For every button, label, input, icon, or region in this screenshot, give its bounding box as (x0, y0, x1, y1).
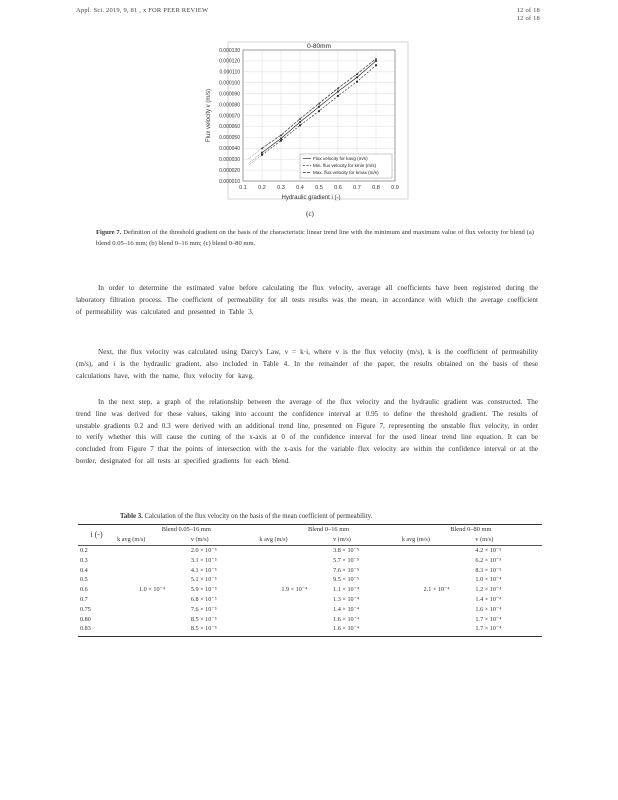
data-point (337, 90, 339, 92)
y-tick-label: 0.000050 (219, 135, 240, 142)
velocity-cell: 1.3 × 10⁻⁴ (333, 595, 360, 603)
gradient-cell: 0.80 (80, 615, 91, 623)
table-subheader-row (78, 535, 542, 545)
gradient-cell: 0.2 (80, 546, 88, 554)
y-tick-label: 0.000010 (219, 178, 240, 185)
y-tick-label: 0.000130 (219, 47, 240, 54)
data-point (375, 60, 377, 62)
peer-review-label: , x FOR PEER REVIEW (139, 7, 209, 14)
subheader: v (m/s) (190, 536, 209, 544)
group-header: Blend 0.05–16 mm (161, 526, 211, 534)
legend-entry: Flux velocity for kavg (m/s) (313, 156, 368, 161)
velocity-cell: 6.8 × 10⁻⁵ (190, 595, 217, 603)
velocity-cell: 7.6 × 10⁻⁵ (190, 605, 217, 613)
table-caption-text: Calculation of the flux velocity on the basis of the mean coefficient of permeability. (144, 513, 373, 520)
group-header: Blend 0–80 mm (450, 526, 492, 534)
kavg-cell: 1.9 × 10⁻⁴ (281, 586, 308, 594)
x-axis-label: Hydraulic gradient i (-) (281, 195, 341, 201)
kavg-cell: 1.0 × 10⁻⁴ (139, 586, 165, 594)
velocity-cell: 3.8 × 10⁻⁵ (333, 546, 360, 554)
y-tick-label: 0.000040 (219, 146, 240, 153)
table-row (78, 545, 542, 555)
page-number-line-1: 12 of 18 (516, 7, 540, 14)
y-tick-label: 0.000070 (219, 113, 240, 120)
group-header: Blend 0–16 mm (307, 526, 350, 534)
data-point (299, 121, 301, 123)
y-tick-label: 0.000020 (219, 167, 240, 174)
velocity-cell: 5.7 × 10⁻⁵ (333, 556, 360, 564)
table-caption (120, 513, 372, 520)
figure-caption (96, 228, 534, 249)
x-tick-label: 0.8 (372, 185, 380, 191)
gradient-cell: 0.4 (80, 566, 88, 574)
data-point (318, 110, 320, 112)
legend-entry: Max. flux velocity for kmax (m/s) (313, 170, 379, 175)
velocity-cell: 2.0 × 10⁻⁵ (190, 546, 217, 554)
velocity-cell: 1.6 × 10⁻⁴ (333, 625, 360, 633)
y-tick-label: 0.000120 (219, 58, 240, 65)
chart-title: 0-80mm (307, 43, 331, 50)
table-caption-label: Table 3. (120, 513, 143, 520)
x-tick-label: 0.5 (315, 185, 323, 191)
figure-caption-label: Figure 7. (96, 229, 122, 236)
velocity-cell: 1.6 × 10⁻⁴ (475, 605, 502, 613)
y-tick-label: 0.000080 (219, 102, 240, 109)
y-tick-label: 0.000100 (219, 80, 240, 87)
data-point (261, 154, 263, 156)
velocity-cell: 1.6 × 10⁻⁴ (333, 615, 360, 623)
gradient-cell: 0.5 (80, 576, 88, 584)
velocity-cell: 7.6 × 10⁻⁵ (333, 566, 360, 574)
data-point (299, 124, 301, 126)
velocity-cell: 1.2 × 10⁻⁴ (475, 586, 502, 594)
table-bottom-rule (78, 634, 542, 637)
velocity-cell: 6.2 × 10⁻⁵ (475, 556, 502, 564)
velocity-cell: 1.7 × 10⁻⁴ (475, 625, 502, 633)
subheader: k avg (m/s) (117, 536, 146, 544)
hydraulic-gradient-header: i (-) (90, 530, 103, 540)
data-point (356, 76, 358, 78)
x-tick-label: 0.9 (391, 185, 399, 191)
velocity-cell: 1.4 × 10⁻⁴ (475, 595, 502, 603)
x-tick-label: 0.7 (353, 185, 361, 191)
page-number-line-2: 12 of 18 (516, 15, 540, 22)
data-point (375, 64, 377, 66)
flux-velocity-chart (0, 0, 618, 230)
gradient-cell: 0.75 (80, 605, 91, 613)
legend-entry: Min. flux velocity for kmin (m/s) (313, 163, 377, 168)
velocity-cell: 9.5 × 10⁻⁵ (333, 576, 360, 584)
data-point (356, 81, 358, 83)
paragraph-1: In order to determine the estimated value before calculating the flux velocity, average all coefficients have been registered during the laboratory filtration process. The coefficient of permeability for all tests results was the mean, in accordance with which the average coefficient of permeability was calculated and presented in Table 3. (76, 284, 538, 316)
gradient-cell: 0.7 (80, 595, 88, 603)
velocity-cell: 8.5 × 10⁻⁵ (190, 625, 217, 633)
data-point (280, 140, 282, 142)
x-tick-label: 0.2 (258, 185, 266, 191)
kavg-cell: 2.1 × 10⁻⁴ (423, 586, 450, 594)
data-point (318, 106, 320, 108)
subheader: v (m/s) (333, 536, 351, 544)
y-tick-label: 0.000110 (219, 69, 240, 76)
journal-citation: Appl. Sci. 2019, 9, 81 (76, 7, 138, 14)
y-axis-label: Flux velocity v (m/s) (206, 88, 212, 143)
data-point (337, 95, 339, 97)
velocity-cell: 1.4 × 10⁻⁴ (333, 605, 360, 613)
table-group-header-row (78, 525, 542, 535)
paragraph-2: Next, the flux velocity was calculated using Darcy's Law, v = k·i, where v is the flux velocity (m/s), k is the coefficient of permeability (m/s), and i is the hydraulic gradient, also included in Table 4. In the remainder of the paper, the results obtained on the basis of these calculations have, with the name, flux velocity for kavg. (76, 348, 538, 380)
y-tick-label: 0.000060 (219, 124, 240, 131)
velocity-cell: 8.5 × 10⁻⁵ (190, 615, 217, 623)
velocity-cell: 8.3 × 10⁻⁵ (475, 566, 502, 574)
subheader: k avg (m/s) (259, 536, 288, 544)
x-tick-label: 0.6 (334, 185, 342, 191)
velocity-cell: 5.9 × 10⁻⁵ (190, 586, 217, 594)
velocity-cell: 1.0 × 10⁻⁴ (475, 576, 502, 584)
x-tick-label: 0.3 (277, 185, 285, 191)
data-point (261, 152, 263, 154)
velocity-cell: 4.1 × 10⁻⁵ (190, 566, 217, 574)
subheader: k avg (m/s) (401, 536, 430, 544)
velocity-cell: 1.1 × 10⁻⁴ (333, 586, 360, 594)
gradient-cell: 0.6 (80, 586, 88, 594)
y-tick-label: 0.000030 (219, 156, 240, 163)
velocity-cell: 1.7 × 10⁻⁴ (475, 615, 502, 623)
velocity-cell: 4.2 × 10⁻⁵ (475, 546, 502, 554)
paragraph-3: In the next step, a graph of the relationship between the average of the flux velocity and the hydraulic gradient was constructed. The trend line was derived for these values, taking into account the confidence interval at 0.95 to define the threshold gradient. The results of unstable gradients 0.2 and 0.3 were derived with an additional trend line, presented on Figure 7, representing the unstable flux velocity, in order to verify whether this will cause the cutting of the x-axis at 0 of the confidence interval for the used linear trend line equation. It can be concluded from Figure 7 that the points of intersection with the x-axis for the variable flux velocity are within the confidence interval or at the border, designated for all tests at specified gradients for each blend. (76, 398, 538, 465)
subheader: v (m/s) (475, 536, 494, 544)
velocity-cell: 3.1 × 10⁻⁵ (190, 556, 217, 564)
figure-caption-text: Definition of the threshold gradient on the basis of the characteristic linear trend line with the minimum and maximum value of flux velocity for blend (a) blend 0.05–16 mm; (b) blend 0–16 mm; (c) blend 0–80 mm. (96, 229, 534, 247)
gradient-cell: 0.3 (80, 556, 88, 564)
velocity-cell: 5.1 × 10⁻⁵ (190, 576, 217, 584)
x-tick-label: 0.1 (239, 185, 247, 191)
y-tick-label: 0.000090 (219, 91, 240, 98)
x-tick-label: 0.4 (296, 185, 304, 191)
permeability-table (78, 524, 542, 637)
gradient-cell: 0.83 (80, 625, 91, 633)
figure-panel-label: (c) (306, 210, 314, 218)
data-point (280, 137, 282, 139)
